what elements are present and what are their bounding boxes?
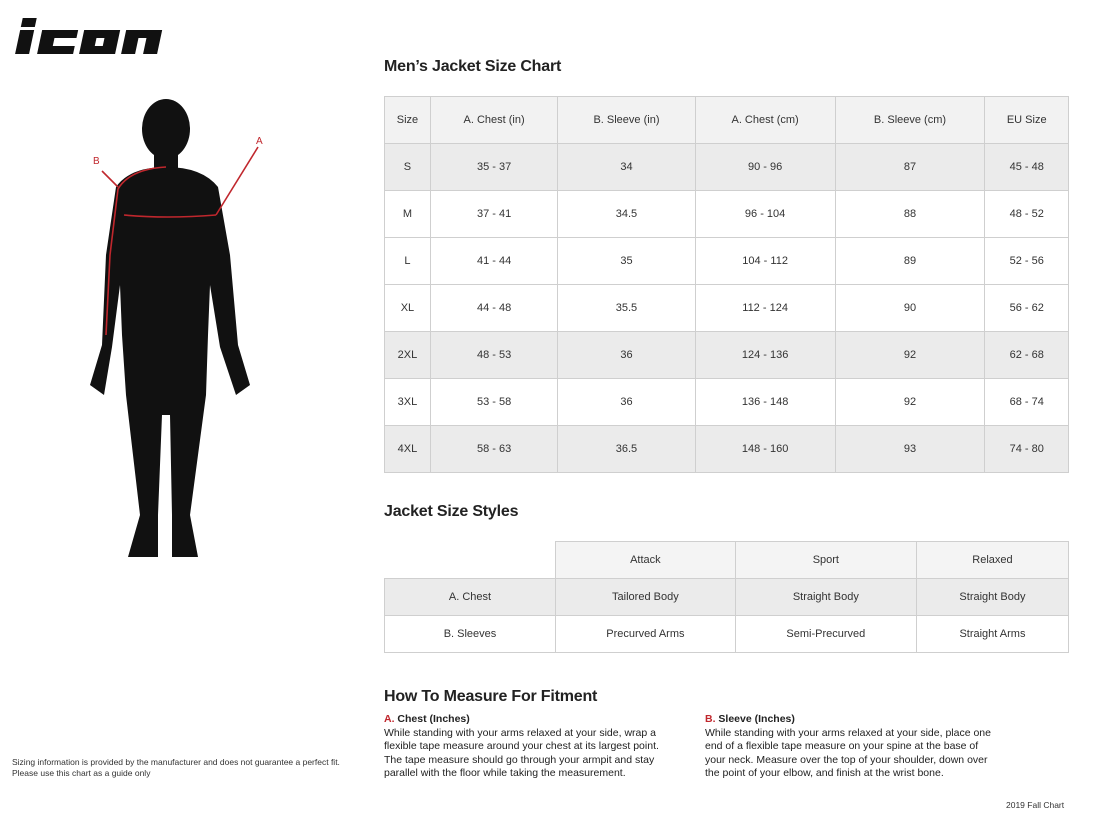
table-row (385, 332, 1069, 379)
sleeve-heading-text: Sleeve (Inches) (718, 713, 795, 725)
table-row (385, 616, 1069, 653)
label-a: A (256, 136, 263, 147)
table-cell: 96 - 104 (695, 191, 835, 238)
footer-note: 2019 Fall Chart (1006, 800, 1065, 810)
table-cell: M (385, 191, 431, 238)
table-cell: 92 (835, 332, 985, 379)
table-cell: 58 - 63 (430, 426, 557, 473)
table-cell: 34.5 (558, 191, 695, 238)
table-cell: 35 - 37 (430, 144, 557, 191)
table-cell: 35 (558, 238, 695, 285)
styles-table (384, 541, 1069, 653)
table-cell: 124 - 136 (695, 332, 835, 379)
styles-header-row (385, 542, 1069, 579)
table-cell: 68 - 74 (985, 379, 1069, 426)
sleeve-instructions (705, 713, 1015, 781)
size-chart-table (384, 96, 1069, 473)
measure-title: How To Measure For Fitment (384, 688, 598, 705)
header-relaxed: Relaxed (916, 542, 1068, 579)
table-cell: 36.5 (558, 426, 695, 473)
table-cell: 36 (558, 379, 695, 426)
table-cell: 3XL (385, 379, 431, 426)
table-cell: Straight Body (916, 579, 1068, 616)
sleeve-letter: B. (705, 713, 716, 725)
label-a-leader (216, 147, 258, 215)
table-cell: 90 - 96 (695, 144, 835, 191)
chest-line: The tape measure should go through your armpit and stay (384, 753, 655, 766)
row-label-sleeves: B. Sleeves (385, 616, 556, 653)
body-silhouette (60, 95, 300, 575)
table-cell: 56 - 62 (985, 285, 1069, 332)
table-row (385, 426, 1069, 473)
chest-letter: A. (384, 713, 395, 725)
chest-line: flexible tape measure around your chest at its largest point. (384, 740, 659, 752)
sleeve-line: While standing with your arms relaxed at your side, place one (705, 726, 991, 739)
table-cell: 37 - 41 (430, 191, 557, 238)
chest-instructions (384, 713, 694, 781)
table-cell: 52 - 56 (985, 238, 1069, 285)
table-cell: S (385, 144, 431, 191)
disclaimer-line: Sizing information is provided by the manufacturer and does not guarantee a perfect fit. (12, 757, 340, 767)
row-label-chest: A. Chest (385, 579, 556, 616)
table-cell: Tailored Body (556, 579, 736, 616)
table-cell: 104 - 112 (695, 238, 835, 285)
table-cell: 44 - 48 (430, 285, 557, 332)
chest-line: While standing with your arms relaxed at your side, wrap a (384, 726, 656, 739)
table-cell: 35.5 (558, 285, 695, 332)
size-table-header-row (385, 97, 1069, 144)
header-attack: Attack (556, 542, 736, 579)
table-row (385, 144, 1069, 191)
table-cell: Semi-Precurved (735, 616, 916, 653)
header-eu-size: EU Size (985, 97, 1069, 144)
header-sport: Sport (735, 542, 916, 579)
table-cell: XL (385, 285, 431, 332)
table-cell: 48 - 53 (430, 332, 557, 379)
table-cell: 93 (835, 426, 985, 473)
table-row (385, 285, 1069, 332)
sleeve-line: the point of your elbow, and finish at the wrist bone. (705, 767, 944, 779)
chest-heading-text: Chest (Inches) (397, 713, 470, 725)
table-cell: 2XL (385, 332, 431, 379)
table-row (385, 379, 1069, 426)
table-cell: 87 (835, 144, 985, 191)
chest-heading (384, 713, 694, 727)
table-cell: Straight Arms (916, 616, 1068, 653)
table-cell: 34 (558, 144, 695, 191)
icon-logo (12, 12, 192, 58)
table-cell: Precurved Arms (556, 616, 736, 653)
table-cell: 90 (835, 285, 985, 332)
table-cell: 89 (835, 238, 985, 285)
table-cell: 4XL (385, 426, 431, 473)
label-b: B (93, 156, 100, 167)
table-row (385, 191, 1069, 238)
table-cell: 148 - 160 (695, 426, 835, 473)
sleeve-heading (705, 713, 1015, 727)
label-b-leader (102, 171, 118, 187)
styles-title: Jacket Size Styles (384, 503, 519, 520)
header-chest-in: A. Chest (in) (430, 97, 557, 144)
sleeve-line: end of a flexible tape measure on your spine at the base of (705, 740, 979, 752)
table-cell: Straight Body (735, 579, 916, 616)
header-size: Size (385, 97, 431, 144)
table-cell: 92 (835, 379, 985, 426)
table-cell: 88 (835, 191, 985, 238)
table-cell: L (385, 238, 431, 285)
header-sleeve-in: B. Sleeve (in) (558, 97, 695, 144)
table-cell: 53 - 58 (430, 379, 557, 426)
table-cell: 112 - 124 (695, 285, 835, 332)
table-cell: 36 (558, 332, 695, 379)
sleeve-line: your neck. Measure over the top of your shoulder, down over (705, 753, 988, 766)
disclaimer-line: Please use this chart as a guide only (12, 768, 151, 778)
table-row (385, 579, 1069, 616)
table-cell: 41 - 44 (430, 238, 557, 285)
table-cell: 45 - 48 (985, 144, 1069, 191)
table-cell: 62 - 68 (985, 332, 1069, 379)
chest-line: parallel with the floor while taking the measurement. (384, 767, 626, 779)
table-cell: 136 - 148 (695, 379, 835, 426)
table-cell: 48 - 52 (985, 191, 1069, 238)
size-chart-title: Men’s Jacket Size Chart (384, 58, 562, 75)
header-sleeve-cm: B. Sleeve (cm) (835, 97, 985, 144)
table-cell: 74 - 80 (985, 426, 1069, 473)
logo-dot (21, 18, 37, 27)
header-chest-cm: A. Chest (cm) (695, 97, 835, 144)
table-row (385, 238, 1069, 285)
table-cell-empty (385, 542, 556, 579)
disclaimer (12, 757, 340, 779)
